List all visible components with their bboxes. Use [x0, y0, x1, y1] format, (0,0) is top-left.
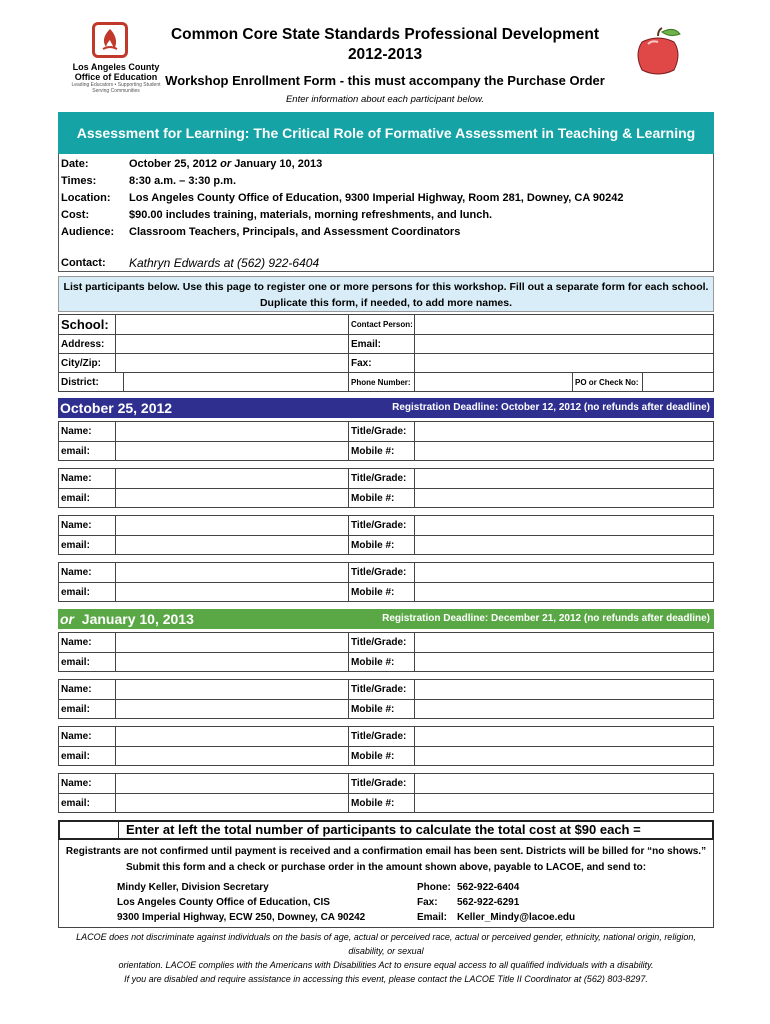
mobile-input[interactable]: [415, 583, 713, 601]
name-input[interactable]: [116, 469, 349, 489]
mobile-label: Mobile #:: [349, 794, 415, 812]
participant-block: [58, 562, 714, 602]
mobile-input[interactable]: [415, 747, 713, 765]
page-subtitle: Workshop Enrollment Form - this must accompany the Purchase Order: [165, 73, 605, 88]
email-input[interactable]: [116, 700, 349, 718]
instruction-text: Enter information about each participant below.: [285, 94, 485, 105]
name-label: Name:: [59, 469, 116, 489]
title-grade-input[interactable]: [415, 727, 713, 747]
session-october-date: October 25, 2012: [60, 400, 173, 416]
school-label: School:: [59, 315, 116, 335]
email-label: email:: [59, 794, 116, 812]
mobile-input[interactable]: [415, 536, 713, 554]
city-zip-input[interactable]: [116, 354, 349, 373]
title-grade-label: Title/Grade:: [349, 422, 415, 442]
email-input[interactable]: [415, 335, 713, 354]
name-input[interactable]: [116, 633, 349, 653]
email-label: email:: [59, 747, 116, 765]
title-grade-input[interactable]: [415, 563, 713, 583]
flame-logo-icon: [92, 22, 128, 58]
name-label: Name:: [59, 422, 116, 442]
title-grade-label: Title/Grade:: [349, 469, 415, 489]
phone-number-label: Phone Number:: [349, 373, 415, 391]
title-grade-label: Title/Grade:: [349, 774, 415, 794]
mobile-label: Mobile #:: [349, 583, 415, 601]
name-label: Name:: [59, 516, 116, 536]
district-label: District:: [59, 373, 124, 391]
mobile-label: Mobile #:: [349, 442, 415, 460]
email-input[interactable]: [116, 794, 349, 812]
po-check-label: PO or Check No:: [573, 373, 643, 391]
name-input[interactable]: [116, 727, 349, 747]
email-input[interactable]: [116, 536, 349, 554]
po-check-input[interactable]: [643, 373, 713, 391]
email-input[interactable]: [116, 442, 349, 460]
contact-details: Phone: 562-922-6404 Fax: 562-922-6291 Email: Keller_Mindy@lacoe.edu: [417, 882, 576, 923]
mobile-label: Mobile #:: [349, 489, 415, 507]
footer-notice-2: Submit this form and a check or purchase order in the amount shown above, payable to LACOE, and send to:: [125, 862, 647, 873]
email-label: email:: [59, 442, 116, 460]
phone-number-input[interactable]: [415, 373, 573, 391]
email-label: email:: [59, 653, 116, 671]
title-grade-input[interactable]: [415, 680, 713, 700]
name-label: Name:: [59, 563, 116, 583]
email-input[interactable]: [116, 747, 349, 765]
mobile-label: Mobile #:: [349, 653, 415, 671]
contact-person-label: Contact Person:: [349, 315, 415, 335]
participant-block: [58, 421, 714, 461]
school-form: [58, 314, 714, 392]
email-label: email:: [59, 583, 116, 601]
fax-label: Fax:: [349, 354, 415, 373]
total-participants-input[interactable]: [60, 822, 119, 838]
participant-block: [58, 773, 714, 813]
email-label: email:: [59, 700, 116, 718]
instructions-notice: List participants below. Use this page to register one or more persons for this workshop. Fill out a separate form for each school. Duplicate this form, if needed, to add more names.: [58, 276, 714, 312]
participant-block: [58, 515, 714, 555]
participant-block: [58, 726, 714, 766]
mobile-label: Mobile #:: [349, 747, 415, 765]
name-input[interactable]: [116, 563, 349, 583]
email-input[interactable]: [116, 653, 349, 671]
city-zip-label: City/Zip:: [59, 354, 116, 373]
session-october-deadline: Registration Deadline: October 12, 2012 (no refunds after deadline): [392, 402, 710, 413]
logo-tagline: Leading Educators • Supporting Student Serving Communities: [71, 82, 161, 94]
address-input[interactable]: [116, 335, 349, 354]
email-label: Email:: [349, 335, 415, 354]
school-input[interactable]: [116, 315, 349, 335]
mobile-input[interactable]: [415, 653, 713, 671]
title-grade-label: Title/Grade:: [349, 680, 415, 700]
total-cost-text: Enter at left the total number of participants to calculate the total cost at $90 each =: [126, 822, 641, 837]
name-input[interactable]: [116, 680, 349, 700]
title-grade-label: Title/Grade:: [349, 727, 415, 747]
page-title: Common Core State Standards Professional Development 2012-2013: [170, 26, 600, 63]
mobile-input[interactable]: [415, 700, 713, 718]
fax-input[interactable]: [415, 354, 713, 373]
title-grade-input[interactable]: [415, 774, 713, 794]
district-input[interactable]: [124, 373, 349, 391]
participant-block: [58, 632, 714, 672]
name-label: Name:: [59, 680, 116, 700]
title-grade-input[interactable]: [415, 422, 713, 442]
email-label: email:: [59, 489, 116, 507]
mobile-input[interactable]: [415, 794, 713, 812]
title-grade-input[interactable]: [415, 516, 713, 536]
title-grade-label: Title/Grade:: [349, 516, 415, 536]
participant-block: [58, 679, 714, 719]
title-grade-label: Title/Grade:: [349, 563, 415, 583]
name-label: Name:: [59, 633, 116, 653]
participant-block: [58, 468, 714, 508]
session-january-bar: [58, 609, 714, 629]
title-grade-input[interactable]: [415, 469, 713, 489]
session-january-deadline: Registration Deadline: December 21, 2012 (no refunds after deadline): [382, 613, 710, 624]
name-input[interactable]: [116, 422, 349, 442]
name-input[interactable]: [116, 774, 349, 794]
mobile-input[interactable]: [415, 442, 713, 460]
footer-notice-1: Registrants are not confirmed until payment is received and a confirmation email has been sent. Districts will be billed for “no shows.”: [65, 846, 707, 857]
name-label: Name:: [59, 774, 116, 794]
title-grade-input[interactable]: [415, 633, 713, 653]
total-cost-row: [58, 820, 714, 840]
email-input[interactable]: [116, 489, 349, 507]
logo-name: Los Angeles County Office of Education: [72, 62, 160, 82]
name-input[interactable]: [116, 516, 349, 536]
title-grade-label: Title/Grade:: [349, 633, 415, 653]
contact-person-input[interactable]: [415, 315, 713, 335]
session-january-date: or January 10, 2013: [60, 611, 194, 627]
mobile-input[interactable]: [415, 489, 713, 507]
session-october-bar: [58, 398, 714, 418]
footer-box: [58, 840, 714, 928]
mobile-label: Mobile #:: [349, 536, 415, 554]
workshop-title-banner: Assessment for Learning: The Critical Role of Formative Assessment in Teaching & Learning: [58, 112, 714, 154]
email-label: email:: [59, 536, 116, 554]
apple-icon: [628, 24, 688, 80]
mobile-label: Mobile #:: [349, 700, 415, 718]
workshop-info: Date: October 25, 2012 or January 10, 2013 Times: 8:30 a.m. – 3:30 p.m. Location: Los Angeles County Office of Education, 9300 Imperial Highway, Room 281, Downey, CA 90242 Cost: $90.00 includes training, materials, morning refreshments, and lunch. Audience: Classroom Teachers, Principals, and Assessment Coordinators Contact: Kathryn Edwards at (562) 922-6404: [58, 154, 714, 272]
address-label: Address:: [59, 335, 116, 354]
name-label: Name:: [59, 727, 116, 747]
mailing-address: Mindy Keller, Division Secretary Los Angeles County Office of Education, CIS 9300 Imperial Highway, ECW 250, Downey, CA 90242: [117, 882, 366, 923]
disclaimer: LACOE does not discriminate against individuals on the basis of age, actual or perceived race, actual or perceived gender, ethnicity, national origin, religion, disability, or sexual orientation. LACOE complies with the Americans with Disabilities Act to ensure equal access to all qualified individuals with a disability. If you are disabled and require assistance in accessing this event, please contact the LACOE Title II Coordinator at (562) 803-8297.: [76, 932, 696, 984]
email-input[interactable]: [116, 583, 349, 601]
